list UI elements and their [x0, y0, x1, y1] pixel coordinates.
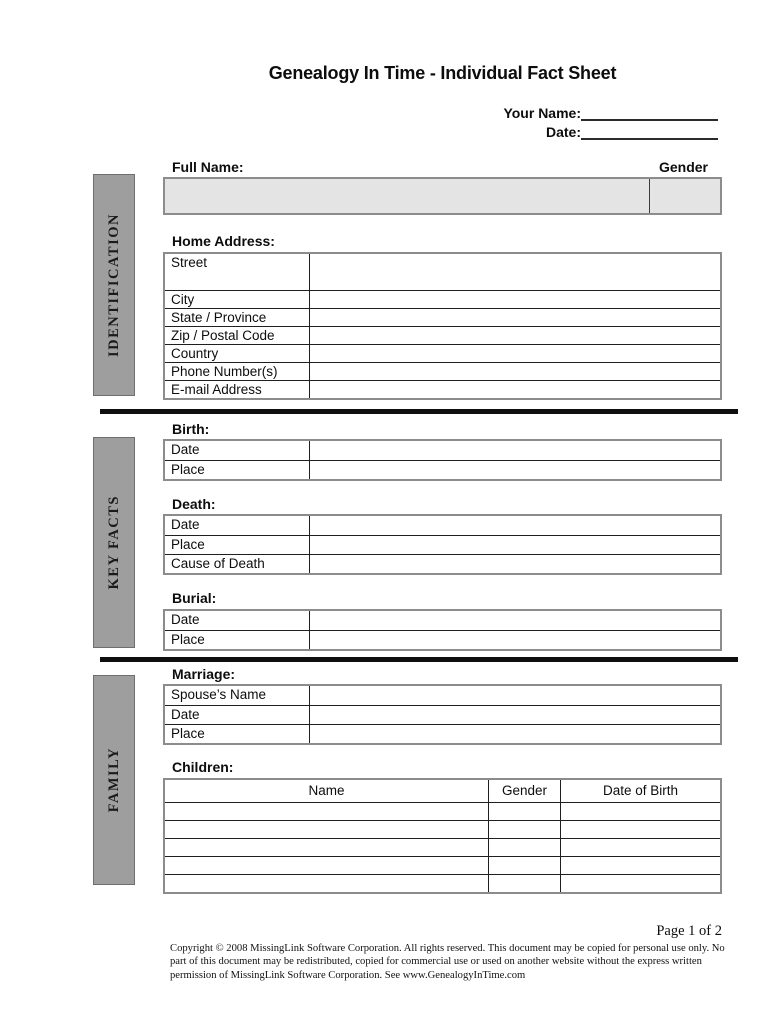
- your-name-label: Your Name:: [503, 105, 581, 121]
- marriage-heading: Marriage:: [172, 666, 236, 682]
- row-label: Date: [165, 516, 310, 535]
- table-row: [165, 460, 720, 479]
- table-row: [165, 441, 720, 460]
- your-name-blank[interactable]: [581, 104, 718, 121]
- table-row: [165, 535, 720, 554]
- city-field[interactable]: [310, 291, 720, 308]
- child-gender-field[interactable]: [489, 875, 561, 892]
- table-row: [165, 724, 720, 743]
- child-gender-field[interactable]: [489, 821, 561, 838]
- email-address-field[interactable]: [310, 381, 720, 398]
- spouse-name-field[interactable]: [310, 686, 720, 705]
- row-label: Date: [165, 706, 310, 724]
- state-province-field[interactable]: [310, 309, 720, 326]
- tab-family: [93, 675, 135, 885]
- tab-identification-label: IDENTIFICATION: [105, 212, 122, 357]
- row-label: Place: [165, 461, 310, 479]
- full-name-field[interactable]: [165, 179, 649, 213]
- home-address-table: [163, 252, 722, 400]
- marriage-place-field[interactable]: [310, 725, 720, 743]
- row-label: E-mail Address: [165, 381, 310, 398]
- table-row: [165, 254, 720, 290]
- child-row: [165, 856, 720, 874]
- home-address-heading: Home Address:: [172, 233, 275, 249]
- section-divider: [100, 657, 738, 662]
- tab-key-facts-label: KEY FACTS: [105, 495, 122, 590]
- tab-family-label: FAMILY: [105, 747, 122, 813]
- child-name-field[interactable]: [165, 803, 489, 820]
- date-row: [546, 123, 718, 140]
- child-gender-field[interactable]: [489, 803, 561, 820]
- child-name-field[interactable]: [165, 821, 489, 838]
- table-row: [165, 308, 720, 326]
- row-label: Phone Number(s): [165, 363, 310, 380]
- tab-identification: [93, 174, 135, 396]
- table-row: [165, 705, 720, 724]
- child-row: [165, 802, 720, 820]
- full-name-box: [163, 177, 722, 215]
- birth-place-field[interactable]: [310, 461, 720, 479]
- child-gender-field[interactable]: [489, 857, 561, 874]
- table-row: [165, 344, 720, 362]
- death-table: [163, 514, 722, 575]
- row-label: Place: [165, 631, 310, 649]
- phone-numbers-field[interactable]: [310, 363, 720, 380]
- full-name-heading: Full Name:: [172, 159, 244, 175]
- section-divider: [100, 409, 738, 414]
- burial-table: [163, 609, 722, 651]
- child-row: [165, 874, 720, 892]
- death-date-field[interactable]: [310, 516, 720, 535]
- child-row: [165, 838, 720, 856]
- table-row: [165, 630, 720, 649]
- marriage-table: [163, 684, 722, 745]
- your-name-row: [503, 104, 718, 121]
- table-row: [165, 362, 720, 380]
- row-label: Country: [165, 345, 310, 362]
- page-title: Genealogy In Time - Individual Fact Sheet: [268, 63, 617, 83]
- child-dob-field[interactable]: [561, 803, 720, 820]
- table-row: [165, 611, 720, 630]
- row-label: Cause of Death: [165, 555, 310, 573]
- street-field[interactable]: [310, 254, 720, 290]
- cause-of-death-field[interactable]: [310, 555, 720, 573]
- column-header-gender: Gender: [489, 780, 561, 802]
- country-field[interactable]: [310, 345, 720, 362]
- table-row: [165, 516, 720, 535]
- child-row: [165, 820, 720, 838]
- row-label: City: [165, 291, 310, 308]
- tab-key-facts: [93, 437, 135, 648]
- burial-heading: Burial:: [172, 590, 217, 606]
- child-name-field[interactable]: [165, 839, 489, 856]
- row-label: Zip / Postal Code: [165, 327, 310, 344]
- column-header-date-of-birth: Date of Birth: [602, 783, 679, 798]
- row-label: Place: [165, 725, 310, 743]
- page-number: Page 1 of 2: [656, 923, 722, 939]
- table-row: [165, 554, 720, 573]
- gender-field[interactable]: [650, 179, 720, 213]
- death-heading: Death:: [172, 496, 216, 512]
- date-label: Date:: [545, 124, 581, 140]
- child-gender-field[interactable]: [489, 839, 561, 856]
- burial-date-field[interactable]: [310, 611, 720, 630]
- row-label: Date: [165, 441, 310, 460]
- children-table: [163, 778, 722, 894]
- child-dob-field[interactable]: [561, 839, 720, 856]
- date-blank[interactable]: [581, 123, 718, 140]
- death-place-field[interactable]: [310, 536, 720, 554]
- birth-table: [163, 439, 722, 481]
- child-name-field[interactable]: [165, 857, 489, 874]
- children-heading: Children:: [172, 759, 234, 775]
- table-row: [165, 290, 720, 308]
- zip-postal-code-field[interactable]: [310, 327, 720, 344]
- child-dob-field[interactable]: [561, 875, 720, 892]
- row-label: Street: [165, 254, 310, 290]
- birth-date-field[interactable]: [310, 441, 720, 460]
- table-row: [165, 326, 720, 344]
- child-name-field[interactable]: [165, 875, 489, 892]
- children-header-row: [165, 780, 720, 802]
- row-label: Date: [165, 611, 310, 630]
- marriage-date-field[interactable]: [310, 706, 720, 724]
- copyright-text: Copyright © 2008 MissingLink Software Corporation. All rights reserved. This document may be copied for personal use only. No part of this document may be redistributed, copied for commercial use or used on another website without the express written permission of MissingLink Software Corporation. See www.GenealogyInTime.com: [170, 943, 725, 981]
- table-row: [165, 686, 720, 705]
- column-header-name: Name: [165, 780, 489, 802]
- row-label: Spouse’s Name: [165, 686, 310, 705]
- row-label: Place: [165, 536, 310, 554]
- child-dob-field[interactable]: [561, 821, 720, 838]
- gender-heading: Gender: [658, 159, 708, 175]
- birth-heading: Birth:: [172, 421, 210, 437]
- burial-place-field[interactable]: [310, 631, 720, 649]
- row-label: State / Province: [165, 309, 310, 326]
- table-row: [165, 380, 720, 398]
- child-dob-field[interactable]: [561, 857, 720, 874]
